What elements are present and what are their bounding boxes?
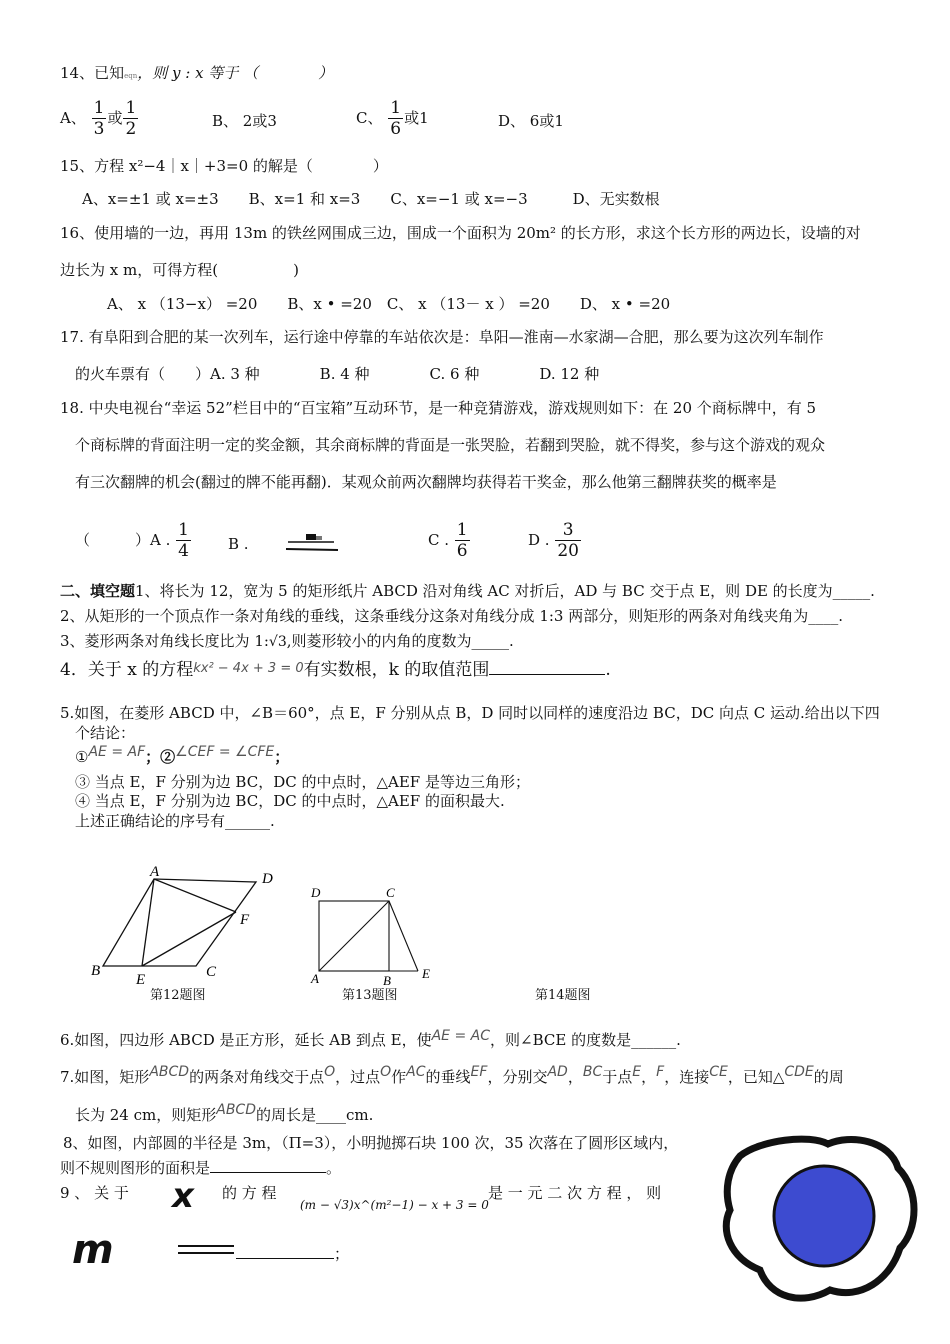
q18-line1: 18. 中央电视台“幸运 52”栏目中的“百宝箱”互动环节，是一种竞猜游戏，游戏规则如下：在 20 个商标牌中，有 5 xyxy=(60,399,817,417)
q16-line1: 16、使用墙的一边，再用 13m 的铁丝网围成三边，围成一个面积为 20m² 的长方形，求这个长方形的两边长，设墙的对 xyxy=(60,224,861,242)
q14-tiny-equation: eqn xyxy=(124,72,138,80)
point-label: B xyxy=(91,963,101,979)
point-label: A xyxy=(150,864,160,880)
fill-q5-line1: 5.如图，在菱形 ABCD 中，∠B＝60°，点 E，F 分别从点 B，D 同时以同样的速度沿边 BC，DC 向点 C 运动.给出以下四 xyxy=(60,704,880,722)
figure-13-caption: 第13题图 xyxy=(342,988,398,1003)
q16-options[interactable]: A、 x （13−x） =20 B、x • =20 C、 x （13－ x ） =20 D、 x • =20 xyxy=(107,295,671,313)
point-label: B xyxy=(383,973,391,988)
fill-q1: 二、填空题1、将长为 12，宽为 5 的矩形纸片 ABCD 沿对角线 AC 对折后，AD 与 BC 交于点 E，则 DE 的长度为_____. xyxy=(60,582,875,600)
q14-option-c[interactable]: C、 $\frac{1}{6}$ 或1 xyxy=(356,98,429,139)
figure-12 xyxy=(86,862,286,986)
answer-blank xyxy=(236,1244,334,1259)
fill-q9-text2: 是 一 元 二 次 方 程 ， 则 xyxy=(488,1184,662,1202)
fill-q8-line1: 8、如图，内部圆的半径是 3m，（Π=3），小明抛掷石块 100 次，35 次落在了圆形区域内， xyxy=(63,1134,679,1152)
fill-q5-conclusion-3: ③ 当点 E，F 分别为边 BC，DC 的中点时，△AEF 是等边三角形； xyxy=(75,773,530,791)
q17-line1: 17. 有阜阳到合肥的某一次列车，运行途中停靠的车站依次是：阜阳—淮南—水家湖—合肥，那么要为这次列车制作 xyxy=(60,328,824,346)
q18-option-b-garbled-image xyxy=(284,532,340,554)
point-label: E xyxy=(422,966,430,981)
answer-blank xyxy=(489,660,605,675)
fill-q9-equation: (m − √3)x^(m²−1) − x + 3 = 0 xyxy=(300,1198,489,1212)
fill-q9-text: 的 方 程 xyxy=(222,1184,277,1202)
inner-circle xyxy=(774,1166,874,1266)
fill-q5-line2: 个结论： xyxy=(75,724,136,742)
fill-q9-m: m xyxy=(72,1227,114,1273)
q14-stem: 14、已知eqn，则 y : x 等于 （ ） xyxy=(60,64,334,82)
fill-q4: 4．关于 x 的方程kx² − 4x + 3 = 0有实数根，k 的取值范围 . xyxy=(60,660,611,680)
fill-q6: 6.如图，四边形 ABCD 是正方形，延长 AB 到点 E，使AE = AC，则∠BCE 的度数是______. xyxy=(60,1028,681,1049)
rhombus-abcd xyxy=(103,879,256,966)
section-header: 二、填空题 xyxy=(60,582,136,600)
fill-q7-line1: 7.如图，矩形ABCD的两条对角线交于点O，过点O作AC的垂线EF，分别交AD，BC于点E，F，连接CE，已知△CDE的周 xyxy=(60,1064,844,1086)
q16-line2: 边长为 x m，可得方程( ) xyxy=(60,261,299,279)
q18-option-b[interactable]: B . xyxy=(228,535,249,553)
fill-q7-line2: 长为 24 cm，则矩形ABCD的周长是____cm. xyxy=(75,1102,374,1124)
point-label: A xyxy=(311,971,319,986)
equals-sign xyxy=(176,1244,236,1256)
q14-option-a[interactable]: A、 $\frac{1}{3}$ 或 $\frac{1}{2}$ xyxy=(60,98,137,139)
q18-line3: 有三次翻牌的机会(翻过的牌不能再翻)．某观众前两次翻牌均获得若干奖金，那么他第三翻牌获奖的概率是 xyxy=(75,473,777,491)
fraction: $\frac{1}{6}$ xyxy=(390,98,402,139)
point-label: D xyxy=(311,885,321,900)
fraction: $\frac{1}{6}$ xyxy=(456,520,468,561)
q14-option-b[interactable]: B、 2或3 xyxy=(212,112,277,130)
q18-line2: 个商标牌的背面注明一定的奖金额，其余商标牌的背面是一张哭脸，若翻到哭脸，就不得奖，参与这个游戏的观众 xyxy=(75,436,826,454)
fraction: $\frac{1}{4}$ xyxy=(178,520,189,561)
figure-14 xyxy=(720,1130,925,1308)
point-label: F xyxy=(240,912,250,928)
fill-q3: 3、菱形两条对角线长度比为 1:√3,则菱形较小的内角的度数为_____. xyxy=(60,632,514,650)
figure-12-caption: 第12题图 xyxy=(150,988,206,1003)
point-label: C xyxy=(386,885,395,900)
fill-q5-end: 上述正确结论的序号有______. xyxy=(75,812,275,830)
point-label: C xyxy=(206,964,217,980)
q14-option-d[interactable]: D、 6或1 xyxy=(498,112,564,130)
fill-q8-line2: 则不规则图形的面积是 。 xyxy=(60,1159,342,1177)
figure-14-caption: 第14题图 xyxy=(535,988,591,1003)
fill-q9-answer: ； xyxy=(236,1244,349,1263)
fraction: $\frac{1}{2}$ xyxy=(125,98,137,139)
q17-line2[interactable]: 的火车票有（ ）A. 3 种 B. 4 种 C. 6 种 D. 12 种 xyxy=(75,365,600,383)
fill-q5-conclusion-1-2: ①AE = AF；②∠CEF = ∠CFE； xyxy=(75,744,290,766)
q18-options[interactable]: （ ）A . $\frac{1}{4}$ xyxy=(75,520,189,561)
fill-q9-label: 9 、 关 于 xyxy=(60,1184,129,1202)
q18-option-d[interactable]: D . $\frac{3}{20}$ xyxy=(528,520,579,561)
fill-q5-conclusion-4: ④ 当点 E，F 分别为边 BC，DC 的中点时，△AEF 的面积最大. xyxy=(75,792,505,810)
q15-stem: 15、方程 x²−4｜x｜+3=0 的解是（ ） xyxy=(60,157,388,175)
fill-q2: 2、从矩形的一个顶点作一条对角线的垂线，这条垂线分这条对角线分成 1:3 两部分，则矩形的两条对角线夹角为____. xyxy=(60,607,843,625)
point-label: E xyxy=(136,972,146,986)
fill-q9-x: x xyxy=(172,1176,194,1216)
point-label: D xyxy=(262,871,273,887)
figure-13 xyxy=(306,880,436,988)
fraction: $\frac{3}{20}$ xyxy=(557,520,579,561)
fraction: $\frac{1}{3}$ xyxy=(93,98,105,139)
answer-blank xyxy=(210,1158,326,1173)
q18-option-c[interactable]: C . $\frac{1}{6}$ xyxy=(428,520,468,561)
q15-options[interactable]: A、x=±1 或 x=±3 B、x=1 和 x=3 C、x=−1 或 x=−3 D、无实数根 xyxy=(82,190,660,208)
